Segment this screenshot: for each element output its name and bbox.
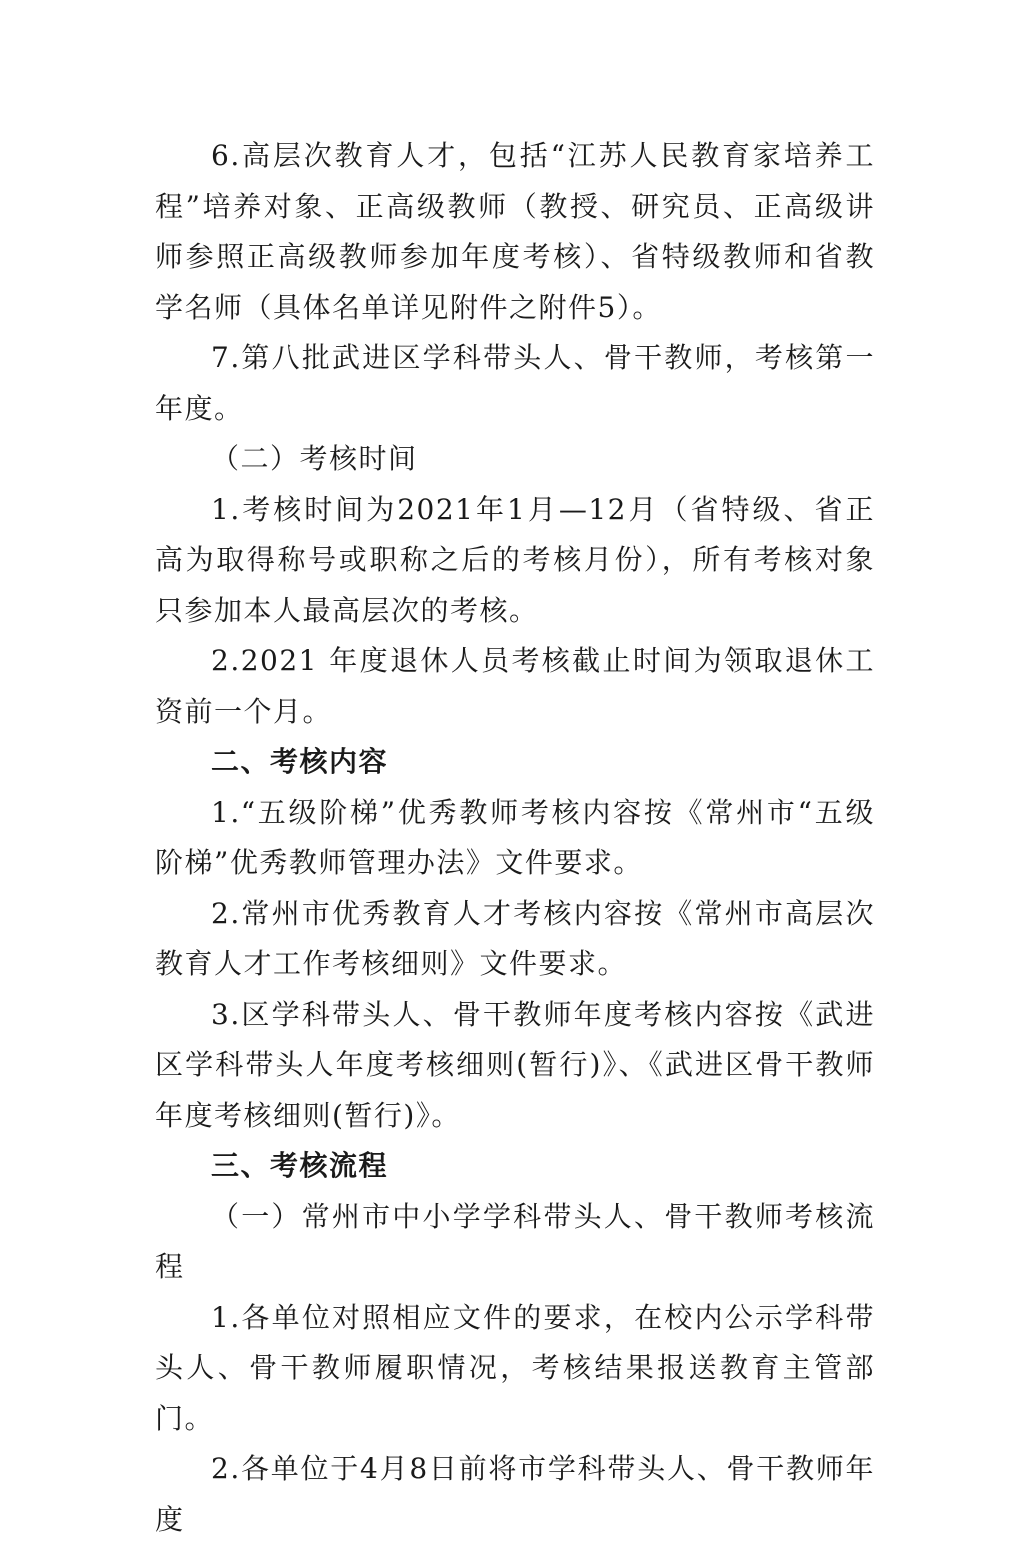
paragraph-eighth-batch: 7.第八批武进区学科带头人、骨干教师，考核第一年度。 (155, 341, 875, 425)
subheading-assessment-time: （二）考核时间 (211, 442, 418, 475)
paragraph-high-level-talents: 6.高层次教育人才，包括“江苏人民教育家培养工程”培养对象、正高级教师（教授、研究员、正高级讲师参照正高级教师参加年度考核）、省特级教师和省教学名师（具体名单详见附件之附件5）。 (155, 139, 875, 324)
paragraph-april-deadline: 2.各单位于4月8日前将市学科带头人、骨干教师年度 (155, 1452, 875, 1536)
document-body (155, 131, 875, 1545)
heading-assessment-content: 二、考核内容 (211, 745, 389, 778)
paragraph-changzhou-talents: 2.常州市优秀教育人才考核内容按《常州市高层次教育人才工作考核细则》文件要求。 (155, 896, 875, 980)
paragraph-assessment-period: 1.考核时间为2021年1月—12月（省特级、省正高为取得称号或职称之后的考核月份），所有考核对象只参加本人最高层次的考核。 (155, 492, 875, 627)
subheading-city-process: （一）常州市中小学学科带头人、骨干教师考核流程 (155, 1199, 875, 1283)
paragraph-five-level-ladder: 1.“五级阶梯”优秀教师考核内容按《常州市“五级阶梯”优秀教师管理办法》文件要求。 (155, 795, 875, 879)
paragraph-unit-publicity: 1.各单位对照相应文件的要求，在校内公示学科带头人、骨干教师履职情况，考核结果报送教育主管部门。 (155, 1300, 875, 1435)
paragraph-district-leaders: 3.区学科带头人、骨干教师年度考核内容按《武进区学科带头人年度考核细则(暂行)》、《武进区骨干教师年度考核细则(暂行)》。 (155, 997, 875, 1132)
paragraph-retirement-cutoff: 2.2021 年度退休人员考核截止时间为领取退休工资前一个月。 (155, 644, 875, 728)
heading-assessment-process: 三、考核流程 (211, 1149, 389, 1182)
